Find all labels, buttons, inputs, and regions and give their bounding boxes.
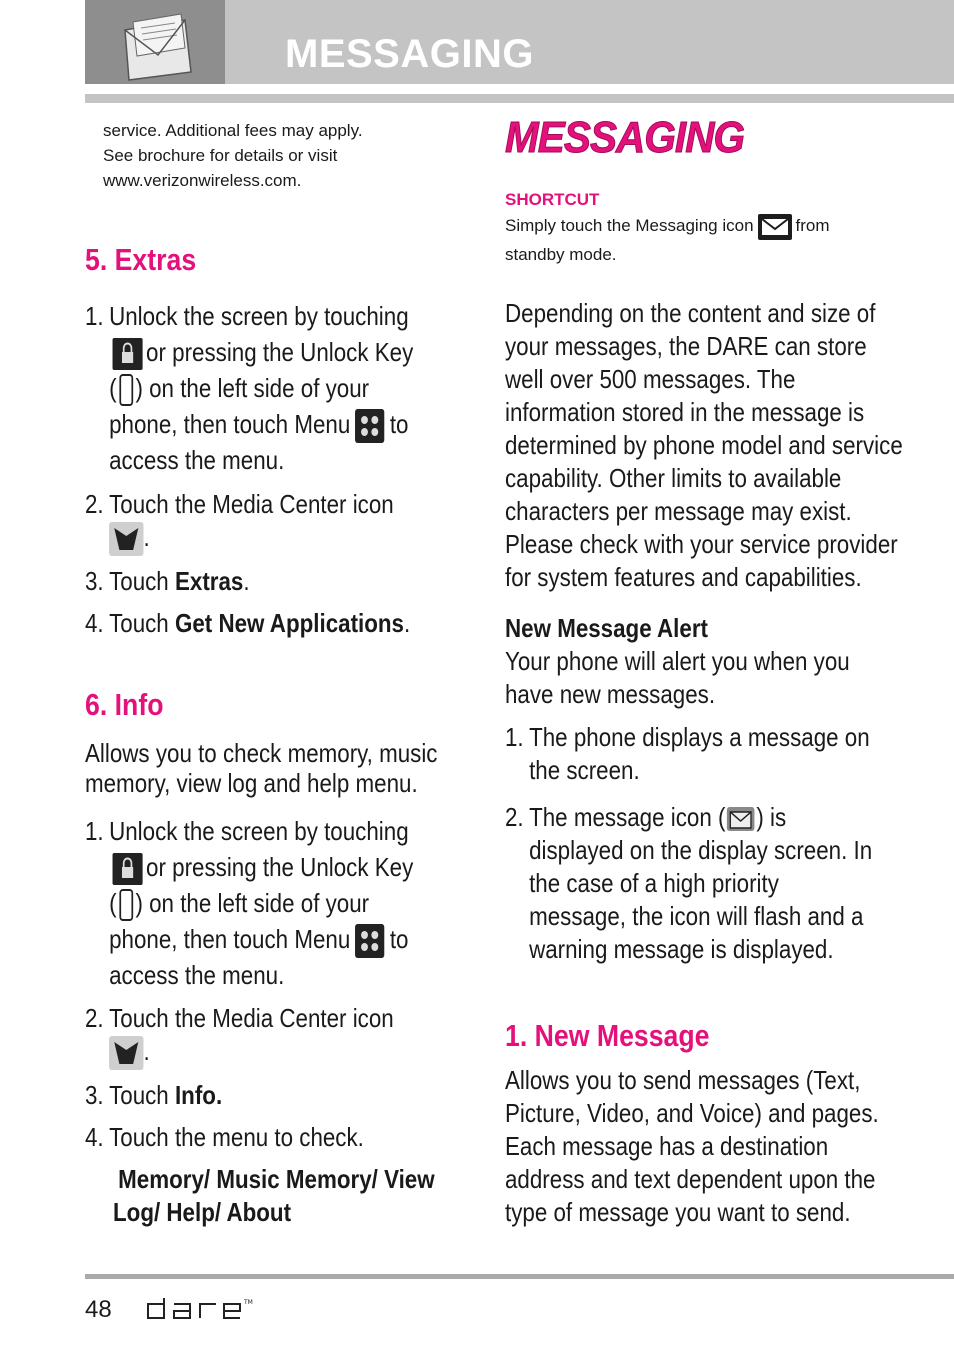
section-title: MESSAGING bbox=[505, 113, 745, 162]
envelope-icon bbox=[727, 807, 755, 831]
shortcut-line: Simply touch the Messaging icon bbox=[505, 216, 754, 235]
description-line: Please check with your service provider bbox=[505, 529, 898, 559]
shortcut-line: from bbox=[795, 216, 830, 235]
info-heading: 6. Info bbox=[85, 687, 164, 722]
alert-step-1 bbox=[505, 721, 870, 787]
step-number: 4. bbox=[85, 1122, 104, 1152]
info-step-3 bbox=[85, 1079, 222, 1112]
extras-step-4 bbox=[85, 607, 410, 640]
step-text: access the menu. bbox=[109, 445, 285, 475]
info-description-line: Allows you to check memory, music bbox=[85, 738, 438, 768]
step-number: 3. bbox=[85, 1080, 104, 1110]
step-number: 2. bbox=[85, 1003, 104, 1033]
step-number: 2. bbox=[505, 802, 524, 832]
step-text: . bbox=[403, 608, 411, 638]
extras-heading: 5. Extras bbox=[85, 242, 197, 277]
info-options-line: Memory/ Music Memory/ View bbox=[118, 1164, 435, 1194]
step-emphasis: Extras bbox=[174, 566, 244, 596]
shortcut-label: SHORTCUT bbox=[505, 190, 600, 209]
step-text: or pressing the Unlock Key bbox=[146, 852, 414, 882]
info-step-2 bbox=[85, 1002, 394, 1070]
description-line: determined by phone model and service bbox=[505, 430, 903, 460]
messaging-description bbox=[505, 297, 903, 594]
description-line: information stored in the message is bbox=[505, 397, 865, 427]
description-line: address and text dependent upon the bbox=[505, 1164, 876, 1194]
step-text: to bbox=[389, 924, 409, 954]
new-message-heading: 1. New Message bbox=[505, 1018, 710, 1053]
description-line: Picture, Video, and Voice) and pages. bbox=[505, 1098, 879, 1128]
alert-line: Your phone will alert you when you bbox=[505, 646, 850, 676]
description-line: Allows you to send messages (Text, bbox=[505, 1065, 861, 1095]
info-step-1 bbox=[85, 815, 413, 995]
step-text: Touch bbox=[109, 1080, 175, 1110]
envelope-letter-icon bbox=[85, 0, 225, 84]
description-line: Each message has a destination bbox=[505, 1131, 829, 1161]
step-text: message, the icon will flash and a bbox=[529, 901, 864, 931]
step-emphasis: Get New Applications bbox=[174, 608, 404, 638]
step-number: 3. bbox=[85, 566, 104, 596]
step-text: the case of a high priority bbox=[529, 868, 779, 898]
extras-step-1 bbox=[85, 300, 413, 480]
intro-line: See brochure for details or visit bbox=[103, 146, 338, 165]
intro-note bbox=[103, 118, 363, 193]
lock-icon bbox=[113, 853, 143, 885]
alert-step-2 bbox=[505, 801, 872, 966]
alert-line: have new messages. bbox=[505, 679, 716, 709]
description-line: capability. Other limits to available bbox=[505, 463, 842, 493]
extras-step-3 bbox=[85, 565, 250, 598]
step-text: phone, then touch Menu bbox=[109, 924, 351, 954]
step-text: ( bbox=[109, 373, 117, 403]
step-emphasis: Info. bbox=[174, 1080, 223, 1110]
shortcut-line: standby mode. bbox=[505, 245, 617, 264]
alert-description bbox=[505, 645, 850, 711]
header-divider bbox=[85, 94, 954, 103]
media-center-icon bbox=[109, 522, 143, 556]
extras-step-2 bbox=[85, 488, 394, 556]
info-options-line: Log/ Help/ About bbox=[113, 1197, 292, 1227]
info-step-4 bbox=[85, 1121, 364, 1154]
step-text: phone, then touch Menu bbox=[109, 409, 351, 439]
description-line: for system features and capabilities. bbox=[505, 562, 862, 592]
step-text: ( bbox=[109, 888, 117, 918]
step-text: displayed on the display screen. In bbox=[529, 835, 873, 865]
step-text: access the menu. bbox=[109, 960, 285, 990]
footer-divider bbox=[85, 1274, 954, 1279]
description-line: well over 500 messages. The bbox=[505, 364, 796, 394]
dare-logo bbox=[144, 1296, 259, 1322]
description-line: your messages, the DARE can store bbox=[505, 331, 867, 361]
step-text: The message icon ( bbox=[529, 802, 726, 832]
step-text: Touch bbox=[109, 566, 175, 596]
shortcut-text bbox=[505, 213, 830, 267]
step-text: . bbox=[243, 566, 250, 596]
step-text: or pressing the Unlock Key bbox=[146, 337, 414, 367]
step-text: Unlock the screen by touching bbox=[109, 301, 409, 331]
page-title: MESSAGING bbox=[285, 32, 534, 76]
step-number: 1. bbox=[505, 722, 524, 752]
step-text: . bbox=[143, 522, 150, 552]
svg-text:TM: TM bbox=[244, 1299, 253, 1306]
step-text: ) on the left side of your bbox=[135, 888, 370, 918]
lock-icon bbox=[113, 338, 143, 370]
info-description bbox=[85, 738, 437, 798]
step-number: 1. bbox=[85, 301, 104, 331]
unlock-key-icon bbox=[119, 374, 133, 406]
step-text: Unlock the screen by touching bbox=[109, 816, 409, 846]
info-options bbox=[113, 1163, 435, 1229]
unlock-key-icon bbox=[119, 889, 133, 921]
description-line: type of message you want to send. bbox=[505, 1197, 851, 1227]
intro-line: www.verizonwireless.com. bbox=[103, 171, 302, 190]
info-description-line: memory, view log and help menu. bbox=[85, 768, 418, 798]
step-text: Touch the Media Center icon bbox=[109, 489, 394, 519]
step-number: 2. bbox=[85, 489, 104, 519]
intro-line: service. Additional fees may apply. bbox=[103, 121, 363, 140]
description-line: characters per message may exist. bbox=[505, 496, 852, 526]
alert-title: New Message Alert bbox=[505, 613, 708, 643]
step-number: 1. bbox=[85, 816, 104, 846]
step-text: to bbox=[389, 409, 409, 439]
step-text: ) on the left side of your bbox=[135, 373, 370, 403]
description-line: Depending on the content and size of bbox=[505, 298, 876, 328]
new-message-description bbox=[505, 1064, 879, 1229]
step-text: Touch bbox=[109, 608, 175, 638]
step-text: warning message is displayed. bbox=[529, 934, 834, 964]
page-number: 48 bbox=[85, 1296, 112, 1323]
step-text: ) is bbox=[756, 802, 787, 832]
step-number: 4. bbox=[85, 608, 104, 638]
step-text: Touch the Media Center icon bbox=[109, 1003, 394, 1033]
menu-grid-icon bbox=[355, 924, 384, 958]
step-text: the screen. bbox=[529, 755, 640, 785]
envelope-icon bbox=[758, 214, 792, 240]
step-text: The phone displays a message on bbox=[529, 722, 870, 752]
step-text: . bbox=[143, 1036, 150, 1066]
media-center-icon bbox=[109, 1036, 143, 1070]
step-text: Touch the menu to check. bbox=[109, 1122, 364, 1152]
menu-grid-icon bbox=[355, 409, 384, 443]
